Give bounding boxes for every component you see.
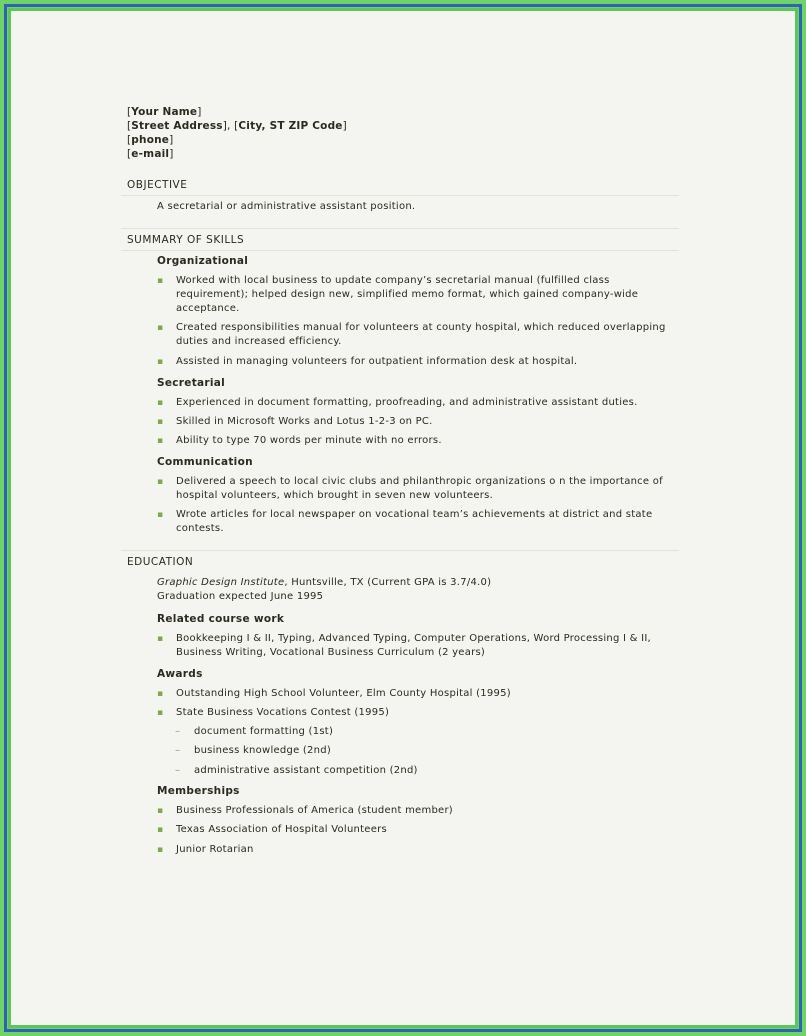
phone: phone xyxy=(131,134,170,146)
bullet-icon: ▪ xyxy=(157,398,164,408)
name-line: [Your Name] xyxy=(127,106,202,118)
school-line: Graphic Design Institute, Huntsville, TX (Current GPA is 3.7/4.0) xyxy=(157,577,492,588)
email: e-mail xyxy=(131,148,170,160)
list-item: ▪ Experienced in document formatting, proofreading, and administrative assistant duties. xyxy=(157,397,638,408)
address-line: [Street Address], [City, ST ZIP Code] xyxy=(127,120,347,132)
skills-group-heading: Secretarial xyxy=(157,377,226,389)
sub-list-item: – document formatting (1st) xyxy=(175,726,334,737)
bullet-icon: ▪ xyxy=(157,708,164,718)
list-item: ▪ Junior Rotarian xyxy=(157,844,254,855)
coursework-heading: Related course work xyxy=(157,613,285,625)
bullet-icon: ▪ xyxy=(157,806,164,816)
bullet-icon: ▪ xyxy=(157,323,164,333)
bullet-icon: ▪ xyxy=(157,634,164,644)
section-divider xyxy=(121,195,679,196)
bullet-icon: ▪ xyxy=(157,825,164,835)
sub-list-item: – administrative assistant competition (2nd) xyxy=(175,765,418,776)
dash-icon: – xyxy=(175,765,181,776)
list-item: ▪ Skilled in Microsoft Works and Lotus 1-2-3 on PC. xyxy=(157,416,433,427)
bullet-icon: ▪ xyxy=(157,276,164,286)
bullet-icon: ▪ xyxy=(157,510,164,520)
education-title: EDUCATION xyxy=(127,556,194,568)
bullet-icon: ▪ xyxy=(157,417,164,427)
section-divider xyxy=(121,228,679,229)
school-name: Graphic Design Institute xyxy=(157,577,285,588)
street-address: Street Address xyxy=(131,120,223,132)
skills-title: SUMMARY OF SKILLS xyxy=(127,234,245,246)
sub-list-item: – business knowledge (2nd) xyxy=(175,745,331,756)
awards-heading: Awards xyxy=(157,668,203,680)
dash-icon: – xyxy=(175,726,181,737)
skills-group-heading: Communication xyxy=(157,456,253,468)
list-item: ▪ Bookkeeping I & II, Typing, Advanced Typing, Computer Operations, Word Processing I & II, Business Writing, Vocational Business Curriculum (2 years) xyxy=(157,633,651,658)
list-item: ▪ Worked with local business to update company’s secretarial manual (fulfilled class requirement); helped design new, simplified memo format, which gained company-wide acceptance. xyxy=(157,275,639,314)
list-item: ▪ Wrote articles for local newspaper on vocational team’s achievements at district and state contests. xyxy=(157,509,653,534)
bullet-icon: ▪ xyxy=(157,689,164,699)
dash-icon: – xyxy=(175,745,181,756)
list-item: ▪ Assisted in managing volunteers for outpatient information desk at hospital. xyxy=(157,356,578,367)
memberships-heading: Memberships xyxy=(157,785,240,797)
list-item: ▪ Created responsibilities manual for volunteers at county hospital, which reduced overlapping duties and increased efficiency. xyxy=(157,322,666,347)
phone-line: [phone] xyxy=(127,134,174,146)
list-item: ▪ Outstanding High School Volunteer, Elm County Hospital (1995) xyxy=(157,688,511,699)
bullet-icon: ▪ xyxy=(157,477,164,487)
list-item: ▪ Delivered a speech to local civic clubs and philanthropic organizations o n the importance of hospital volunteers, which brought in seven new volunteers. xyxy=(157,476,663,501)
skills-group-heading: Organizational xyxy=(157,255,249,267)
section-divider xyxy=(121,250,679,251)
section-divider xyxy=(121,550,679,551)
bullet-icon: ▪ xyxy=(157,357,164,367)
city-zip: City, ST ZIP Code xyxy=(238,120,343,132)
contact-header xyxy=(127,105,347,161)
name: Your Name xyxy=(131,106,198,118)
bullet-icon: ▪ xyxy=(157,436,164,446)
objective-title: OBJECTIVE xyxy=(127,179,188,191)
graduation-line: Graduation expected June 1995 xyxy=(157,591,324,602)
list-item: ▪ Ability to type 70 words per minute with no errors. xyxy=(157,435,442,446)
resume-page xyxy=(11,11,795,1025)
email-line: [e-mail] xyxy=(127,148,174,160)
list-item: ▪ Business Professionals of America (student member) xyxy=(157,805,453,816)
bullet-icon: ▪ xyxy=(157,845,164,855)
list-item: ▪ State Business Vocations Contest (1995) xyxy=(157,707,390,718)
objective-text: A secretarial or administrative assistant position. xyxy=(157,201,416,212)
list-item: ▪ Texas Association of Hospital Volunteers xyxy=(157,824,387,835)
